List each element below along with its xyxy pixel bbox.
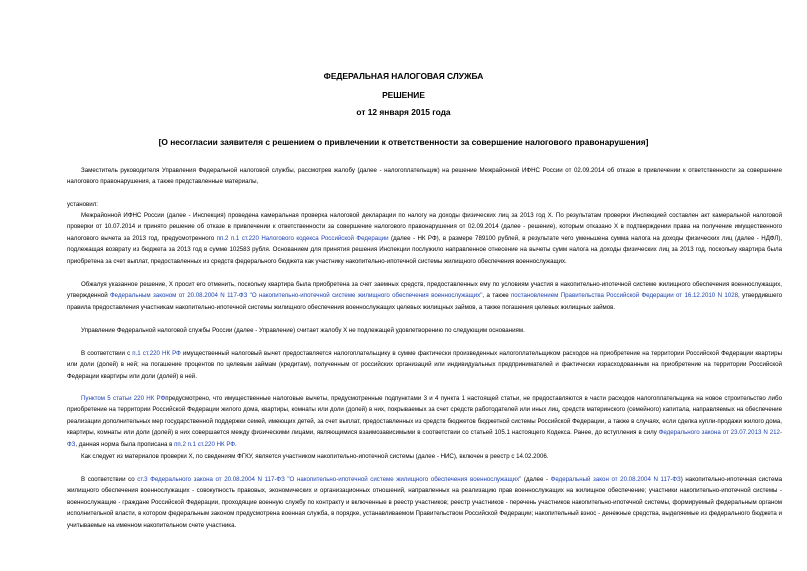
text-segment: Как следует из материалов проверки Х, по сведениям ФГКУ, является участником накопительно-ипотечной системы (далее - НИС), включен в реестр с 14.02.2006. (81, 453, 549, 460)
paragraph-appeal (67, 279, 782, 313)
document-subject: [О несогласии заявителя с решением о привлечении к ответственности за совершение налогового правонарушения] (158, 137, 649, 147)
document-type: РЕШЕНИЕ (382, 90, 425, 100)
link-law-117-art3[interactable]: ст.3 Федерального закона от 20.08.2004 N 117-ФЗ "О накопительно-ипотечной системе жилищного обеспечения военнослужащих" (137, 476, 522, 483)
text-segment: Обжалуя указанное решение, Х просит его отменить, поскольку квартира была приобретена за счет заемных средств, предоставленных ему по условиям участия в накопительно-ипотечной системе жилищного обеспечения военнослужащих, утвержденной (67, 281, 782, 300)
paragraph-inspection (67, 210, 782, 267)
text-segment: . (235, 440, 237, 448)
text-segment: , данная норма была прописана в (75, 440, 175, 448)
link-tax-code-art220[interactable]: пп.2 п.1 ст.220 Налогового кодекса Российской Федерации (216, 234, 389, 242)
link-art220-p5[interactable]: Пунктом 5 статьи 220 НК РФ (81, 395, 166, 402)
paragraph-nis-participant (67, 451, 782, 462)
paragraph-article-220-5 (67, 393, 782, 450)
text-segment: В соответствии с (81, 350, 133, 357)
text-segment: имущественный налоговый вычет предоставляется налогоплательщику в сумме фактически произведенных налогоплательщиком расходов на приобретение на территории Российской Федерации квартиры или доли (долей) в ней; на погашение процентов по целевым займам (кредитам), полученным от российских организаций или индивидуальных предпринимателей и фактически израсходованным на приобретение на территории Российской Федерации квартиры или доли (долей) в ней. (67, 350, 782, 380)
paragraph-department-opinion (67, 325, 782, 336)
issuing-authority: ФЕДЕРАЛЬНАЯ НАЛОГОВАЯ СЛУЖБА (323, 71, 484, 81)
link-government-decree-1028[interactable]: постановлением Правительства Российской Федерации от 16.12.2010 N 1028 (510, 292, 739, 300)
text-segment: Управление Федеральной налоговой службы России (далее - Управление) считает жалобу Х не подлежащей удовлетворению по следующим основаниям. (81, 327, 525, 334)
text-segment: , а также (482, 292, 511, 300)
document-date: от 12 января 2015 года (356, 107, 451, 117)
text-segment: (далее - (521, 476, 551, 483)
link-law-117[interactable]: Федеральный закон от 20.08.2004 N 117-ФЗ (550, 476, 681, 483)
paragraph-article-220-1 (67, 348, 782, 382)
link-federal-law-117[interactable]: Федеральным законом от 20.08.2004 N 117-ФЗ "О накопительно-ипотечной системе жилищного обеспечения военнослужащих" (110, 292, 483, 300)
text-segment: В соответствии со (81, 476, 138, 483)
text-segment: ) накопительно-ипотечная система жилищного обеспечения военнослужащих - совокупность правовых, экономических и организационных отношений, направленных на реализацию прав военнослужащих на жилищное обеспечение; участники накопительно-ипотечной системы - военнослужащие - граждане Российской Федерации, проходящие военную службу по контракту и включенные в реестр участников; реестр участников - перечень участников накопительно-ипотечной системы, формируемый федеральным органом исполнительной власти, в котором федеральным законом предусмотрена военная служба, в порядке, устанавливаемом Правительством Российской Федерации; накопительный взнос - денежные средства, выделяемые из федерального бюджета и учитываемые на именном накопительном счете участника. (67, 476, 783, 529)
text-segment: Межрайонной ИФНС России (далее - Инспекция) проведена камеральная проверка налоговой декларации по налогу на доходы физических лиц за 2013 год Х. По результатам проверки Инспекцией составлен акт камеральной налоговой проверки от 10.07.2014 и принято решение об отказе в привлечении к ответственности за совершение налогового правонарушения от 02.09.2014 (далее - решение), которым отказано Х в подтверждении права на получение имущественного налогового вычета за 2013 год, предусмотренного (67, 212, 782, 242)
intro-text: Заместитель руководителя Управления Федеральной налоговой службы, рассмотрев жалобу (далее - налогоплательщик) на решение Межрайонной ИФНС России от 02.09.2014 об отказе в привлечении к ответственности за совершение налогового правонарушения, а также представленные материалы, (67, 167, 782, 186)
text-segment: (далее - НК РФ), в размере 789100 рублей, в результате чего уменьшена сумма налога на доходы физических лиц (далее - НДФЛ), подлежащая возврату из бюджета за 2013 год в сумме 102583 рубля. Основанием для принятия решения Инспекции послужило направленное отнесение на вычеты сумм налога на доходы физических лиц за 2013 год, поскольку квартира была приобретена за счет выплат, предоставленных из средств федерального бюджета как участнику накопительно-ипотечной системы жилищного обеспечения военнослужащих. (67, 234, 783, 265)
text-segment: , утвердившего правила предоставления участникам накопительно-ипотечной системы жилищного обеспечения военнослужащих целевых жилищных займов, а также погашения целевых жилищных займов. (67, 292, 783, 311)
established-text: установил: (67, 201, 99, 208)
paragraph-established-label (67, 199, 782, 210)
link-art220-p1[interactable]: п.1 ст.220 НК РФ (132, 350, 181, 357)
paragraph-law-117-definitions (67, 474, 782, 531)
link-federal-law-212[interactable]: Федерального закона от 23.07.2013 N 212-ФЗ (67, 429, 782, 448)
text-segment: предусмотрено, что имущественные налоговые вычеты, предусмотренные подпунктами 3 и 4 пункта 1 настоящей статьи, не предоставляются в части расходов налогоплательщика на новое строительство либо приобретение на территории Российской Федерации жилого дома, квартиры, комнаты или доли (долей) в них, покрываемых за счет средств работодателей или иных лиц, средств материнского (семейного) капитала, направляемых на обеспечение реализации дополнительных мер государственной поддержки семей, имеющих детей, за счет выплат, предоставленных из средств бюджетов бюджетной системы Российской Федерации, а также в случаях, если сделка купли-продажи жилого дома, квартиры, комнаты или доли (долей) в них совершается между физическими лицами, являющимися взаимозависимыми в соответствии со статьей 105.1 настоящего Кодекса. Ранее, до вступления в силу (67, 395, 782, 437)
link-art220-pp2[interactable]: пп.2 п.1 ст.220 НК РФ (174, 440, 236, 448)
paragraph-intro (67, 165, 782, 188)
